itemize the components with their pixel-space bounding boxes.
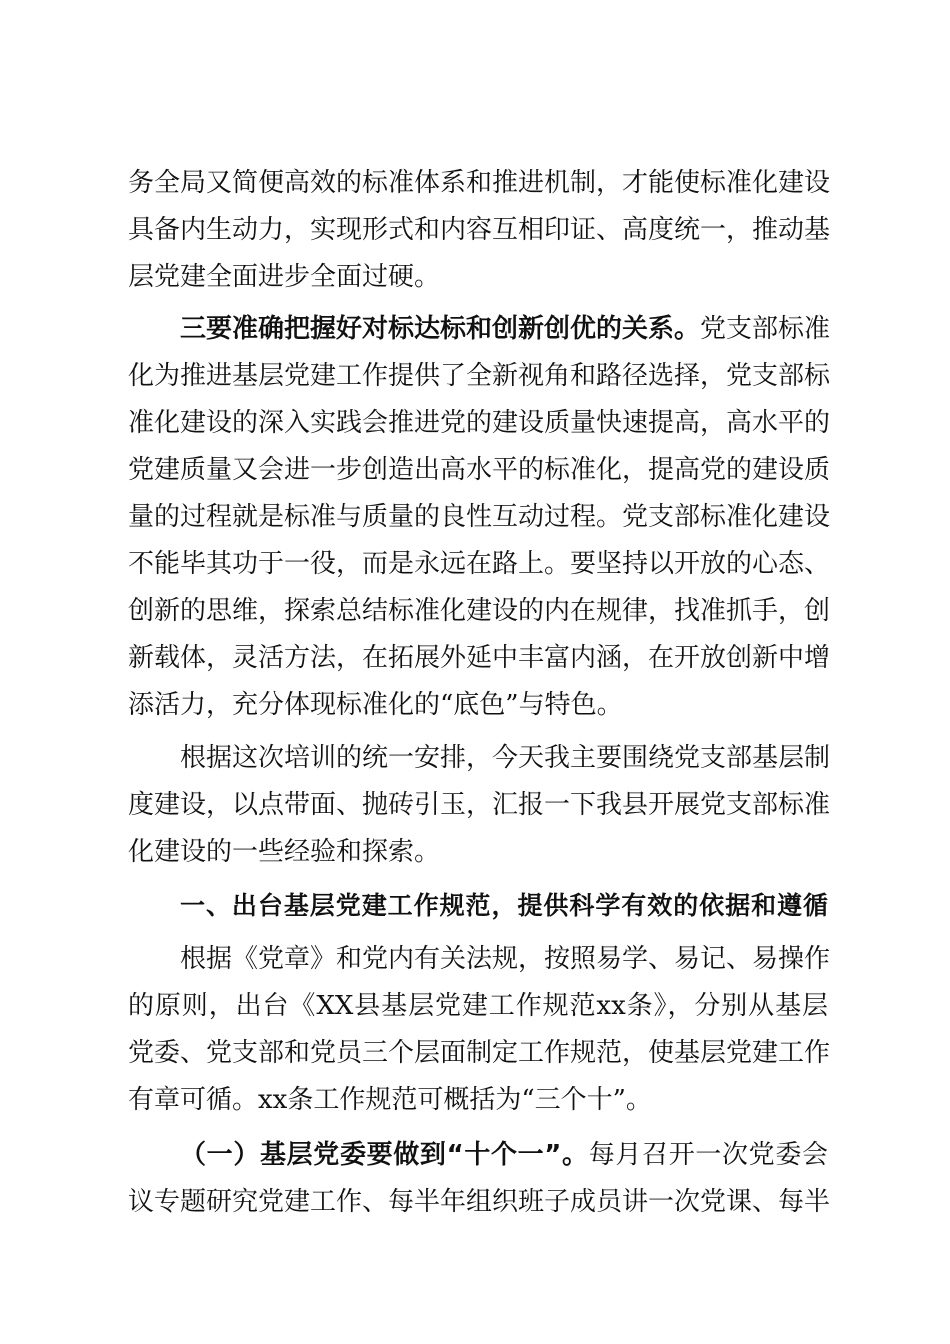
p5-line-2: 议专题研究党建工作、每半年组织班子成员讲一次党课、每半 — [128, 1187, 831, 1217]
p1-line-1: 务全局又简便高效的标准体系和推进机制，才能使标准化建设 — [128, 168, 831, 198]
section-heading-1: 一、出台基层党建工作规范，提供科学有效的依据和遵循 — [180, 891, 828, 920]
p5-line-1 — [180, 1137, 828, 1173]
p2-line-8: 新载体，灵活方法，在拓展外延中丰富内涵，在开放创新中增 — [128, 643, 831, 673]
p2-line-3: 准化建设的深入实践会推进党的建设质量快速提高，高水平的 — [128, 408, 831, 438]
p2-line-6: 不能毕其功于一役，而是永远在路上。要坚持以开放的心态、 — [128, 549, 831, 579]
p2-line-1-rest: 党支部标准 — [700, 314, 831, 344]
p4-line-3: 党委、党支部和党员三个层面制定工作规范，使基层党建工作 — [128, 1038, 831, 1068]
p5-line-1-rest: 每月召开一次党委会 — [588, 1140, 828, 1170]
p2-line-9: 添活力，充分体现标准化的“底色”与特色。 — [128, 690, 623, 720]
p1-line-3: 层党建全面进步全面过硬。 — [128, 262, 441, 292]
p1-line-2: 具备内生动力，实现形式和内容互相印证、高度统一，推动基 — [128, 215, 831, 245]
p3-line-2: 度建设，以点带面、抛砖引玉，汇报一下我县开展党支部标准 — [128, 790, 831, 820]
p4-line-4: 有章可循。xx条工作规范可概括为“三个十”。 — [128, 1085, 652, 1115]
p2-lead-sentence: 三要准确把握好对标达标和创新创优的关系。 — [180, 314, 701, 344]
p2-line-1 — [180, 311, 831, 347]
p4-line-2: 的原则，出台《XX县基层党建工作规范xx条》，分别从基层 — [128, 991, 828, 1021]
p3-line-3: 化建设的一些经验和探索。 — [128, 837, 441, 867]
p2-line-7: 创新的思维，探索总结标准化建设的内在规律，找准抓手，创 — [128, 596, 831, 626]
p3-line-1: 根据这次培训的统一安排，今天我主要围绕党支部基层制 — [180, 743, 831, 773]
p2-line-5: 量的过程就是标准与质量的良性互动过程。党支部标准化建设 — [128, 502, 831, 532]
p4-line-1: 根据《党章》和党内有关法规，按照易学、易记、易操作 — [180, 944, 831, 974]
p2-line-4: 党建质量又会进一步创造出高水平的标准化，提高党的建设质 — [128, 455, 831, 485]
p5-lead-sentence: （一）基层党委要做到“十个一”。 — [180, 1140, 589, 1170]
p2-line-2: 化为推进基层党建工作提供了全新视角和路径选择，党支部标 — [128, 361, 831, 391]
